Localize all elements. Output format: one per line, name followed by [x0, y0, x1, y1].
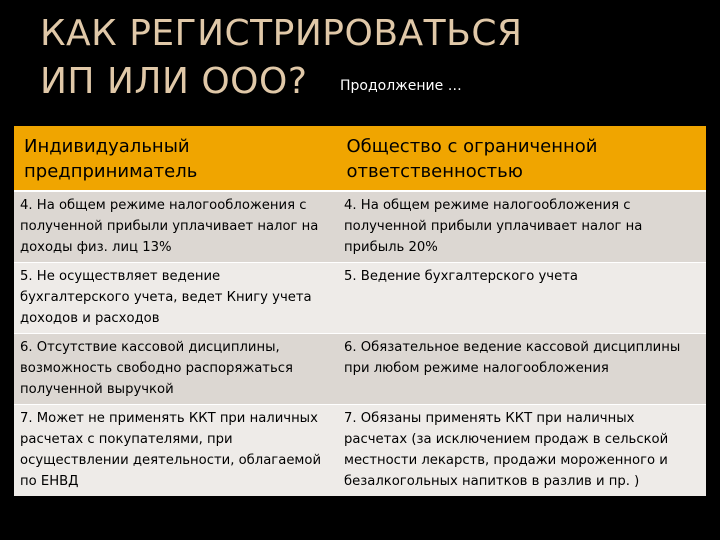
cell-ip-5: 5. Не осуществляет ведение бухгалтерского учета, ведет Книгу учета доходов и расходов: [14, 263, 336, 334]
cell-ooo-4: 4. На общем режиме налогообложения с полученной прибыли уплачивает налог на прибыль 20%: [336, 191, 706, 263]
table-row: [14, 263, 706, 334]
cell-ooo-6: 6. Обязательное ведение кассовой дисциплины при любом режиме налогообложения: [336, 334, 706, 405]
cell-ip-7: 7. Может не применять ККТ при наличных расчетах с покупателями, при осуществлении деятельности, облагаемой по ЕНВД: [14, 405, 336, 497]
comparison-table: [14, 126, 706, 496]
table-header-row: [14, 126, 706, 191]
table-row: [14, 405, 706, 497]
cell-ip-6: 6. Отсутствие кассовой дисциплины, возможность свободно распоряжаться полученной выручкой: [14, 334, 336, 405]
header-ooo: Общество с ограниченной ответственностью: [336, 126, 706, 191]
header-ip: Индивидуальный предприниматель: [14, 126, 336, 191]
cell-ooo-7: 7. Обязаны применять ККТ при наличных расчетах (за исключением продаж в сельской местности лекарств, продажи мороженного и безалкогольных напитков в разлив и пр. ): [336, 405, 706, 497]
title-line-1: КАК РЕГИСТРИРОВАТЬСЯ: [40, 13, 523, 54]
title-line-2: ИП ИЛИ ООО?: [40, 61, 308, 102]
slide-subtitle: Продолжение …: [340, 78, 462, 94]
cell-ooo-5: 5. Ведение бухгалтерского учета: [336, 263, 706, 334]
table-row: [14, 191, 706, 263]
table-row: [14, 334, 706, 405]
cell-ip-4: 4. На общем режиме налогообложения с полученной прибыли уплачивает налог на доходы физ. лиц 13%: [14, 191, 336, 263]
